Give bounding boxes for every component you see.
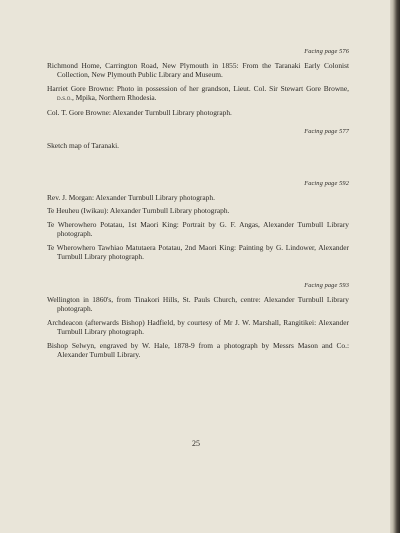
entry-text-part: , Mpika, Northern Rhodesia. <box>71 93 157 103</box>
facing-page-label: Facing page 593 <box>304 282 349 289</box>
facing-page-label: Facing page 576 <box>304 48 349 55</box>
facing-page-label: Facing page 577 <box>304 128 349 135</box>
page-number: 25 <box>192 439 200 448</box>
illustration-section-577 <box>47 128 349 154</box>
illustration-entry: Archdeacon (afterwards Bishop) Hadfield, by courtesy of Mr J. W. Marshall, Rangitikei: Alexander Turnbull Library photograph. <box>47 317 349 337</box>
illustration-entry: Bishop Selwyn, engraved by W. Hale, 1878-9 from a photograph by Messrs Mason and Co.: Alexander Turnbull Library. <box>47 340 349 360</box>
illustration-entry <box>47 84 349 104</box>
entry-text-part: Harriet Gore Browne: Photo in possession of her grandson, Lieut. Col. Sir Stewart Gore Browne, <box>47 83 349 93</box>
illustration-section-592 <box>47 180 349 265</box>
illustration-entry: Rev. J. Morgan: Alexander Turnbull Library photograph. <box>47 193 215 202</box>
illustration-entry: Sketch map of Taranaki. <box>47 141 119 150</box>
illustration-entry: Te Wherowhero Potatau, 1st Maori King: Portrait by G. F. Angas, Alexander Turnbull Library photograph. <box>47 219 349 239</box>
illustration-entry: Wellington in 1860's, from Tinakori Hills, St. Pauls Church, centre: Alexander Turnbull Library photograph. <box>47 295 349 314</box>
illustration-section-576 <box>47 48 349 121</box>
illustration-entry: Richmond Home, Carrington Road, New Plymouth in 1855: From the Taranaki Early Colonist Collection, New Plymouth Public Library and Museum. <box>47 61 349 80</box>
book-edge-shadow <box>390 0 400 533</box>
illustration-entry: Te Wherowhero Tawhiao Matutaera Potatau, 2nd Maori King: Painting by G. Lindower, Alexander Turnbull Library photograph. <box>47 242 349 262</box>
illustration-entry: Te Heuheu (Iwikau): Alexander Turnbull Library photograph. <box>47 206 230 216</box>
facing-page-label: Facing page 592 <box>304 180 349 187</box>
entry-text-part: d.s.o. <box>57 95 72 103</box>
illustration-section-593 <box>47 282 349 363</box>
illustration-entry: Col. T. Gore Browne: Alexander Turnbull Library photograph. <box>47 107 232 117</box>
